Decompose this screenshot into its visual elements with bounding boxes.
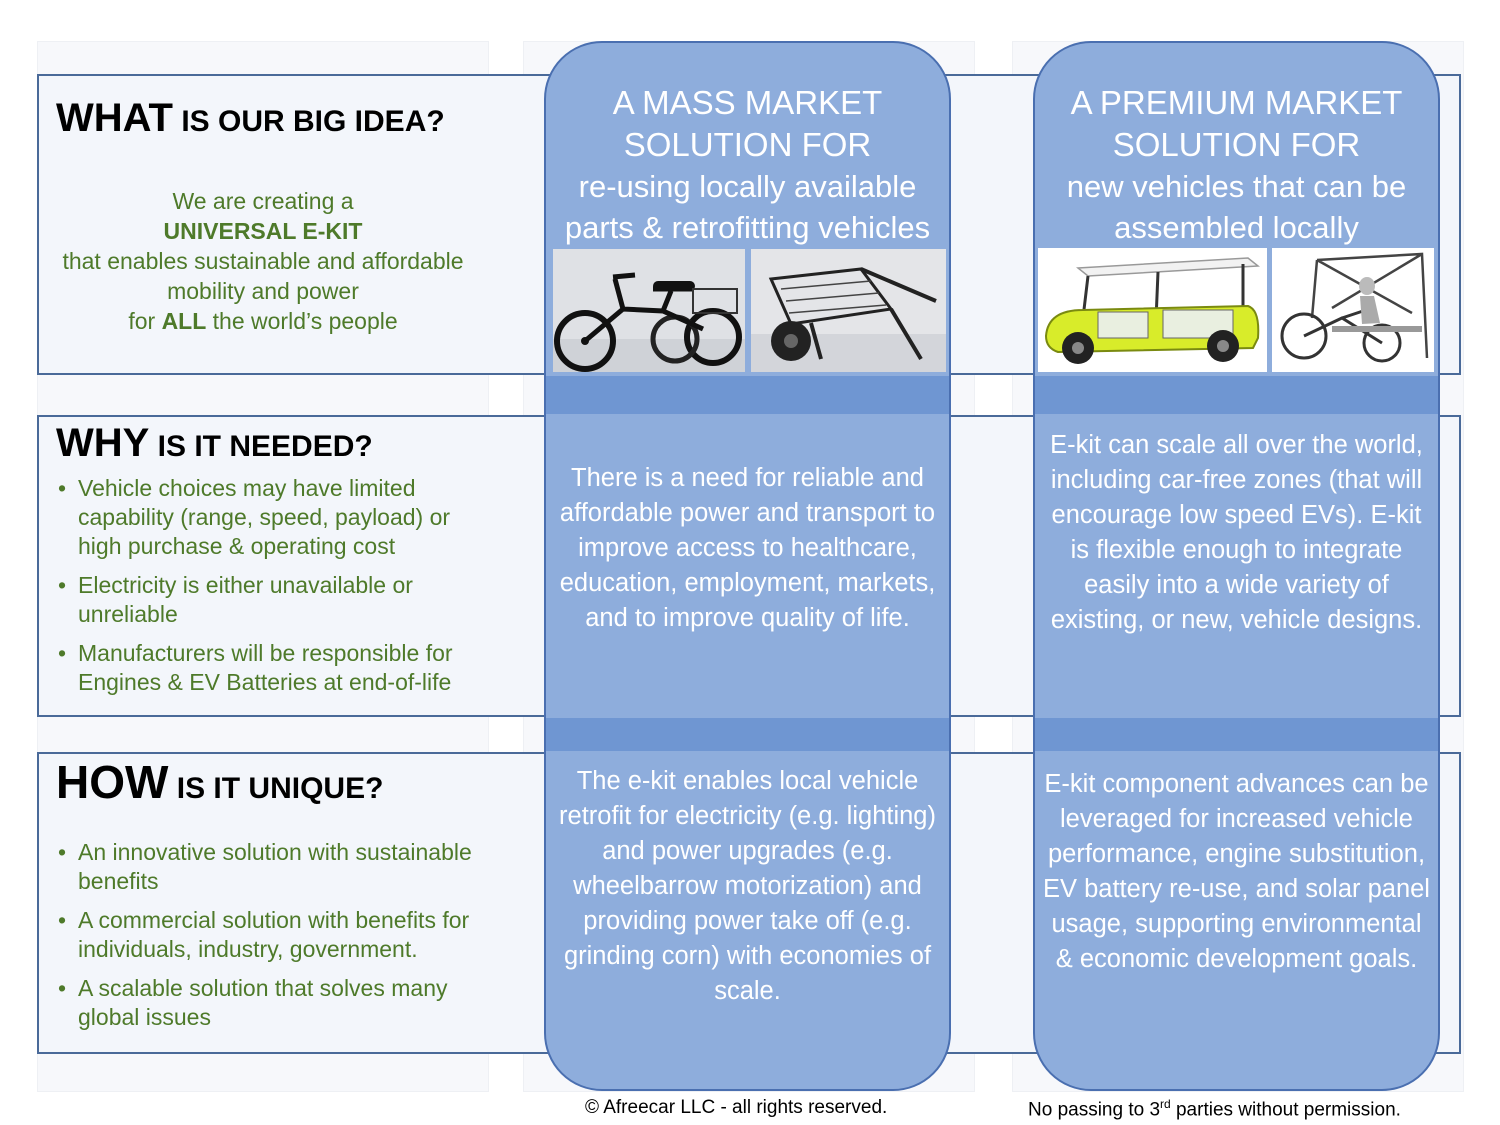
big-idea-line-1: We are creating a [172, 188, 354, 214]
electric-vehicle-image [1038, 248, 1267, 372]
wheelbarrow-image [751, 249, 946, 372]
why-heading [56, 421, 373, 466]
big-idea-line-4: mobility and power [167, 278, 359, 304]
big-idea-description [40, 186, 486, 336]
why-heading-big: WHY [56, 421, 150, 465]
mass-market-subtitle-1: re-using locally available [578, 169, 917, 204]
why-heading-rest: IS IT NEEDED? [149, 430, 373, 463]
why-bullet: • Manufacturers will be responsible for Engines & EV Batteries at end-of-life [56, 639, 488, 697]
mass-column-gap-1 [546, 376, 949, 414]
mass-how-text: The e-kit enables local vehicle retrofit for electricity (e.g. lighting) and power upgrades (e.g. wheelbarrow motorization) and providing power take off (e.g. grinding corn) with economies of scale. [559, 767, 936, 1005]
premium-column-gap-2 [1035, 718, 1438, 751]
what-heading-rest: IS OUR BIG IDEA? [173, 105, 445, 138]
premium-market-header [1035, 82, 1438, 248]
wheelbarrow-photo [751, 249, 946, 372]
premium-market-title-2: SOLUTION FOR [1112, 126, 1361, 163]
premium-why-text: E-kit can scale all over the world, including car-free zones (that will encourage low speed EVs). E-kit is flexible enough to integrate easily into a wide variety of existing, or new, vehicle designs. [1050, 431, 1423, 634]
big-idea-line-3: that enables sustainable and affordable [62, 248, 464, 274]
why-bullet: • Vehicle choices may have limited capability (range, speed, payload) or high purchase & operating cost [56, 474, 488, 561]
how-bullet-list [56, 838, 488, 1042]
how-heading [56, 755, 383, 809]
how-bullet: • A commercial solution with benefits for individuals, industry, government. [56, 906, 488, 964]
what-heading [56, 96, 445, 141]
mass-market-title-1: A MASS MARKET [612, 84, 883, 121]
electric-vehicle-photo [1038, 248, 1267, 372]
big-idea-line-5: for ALL the world’s people [128, 308, 398, 334]
how-heading-big: HOW [56, 756, 169, 808]
how-bullet: • An innovative solution with sustainable benefits [56, 838, 488, 896]
premium-market-subtitle-1: new vehicles that can be [1066, 169, 1407, 204]
premium-how-text: E-kit component advances can be leveraged for increased vehicle performance, engine substitution, EV battery re-use, and solar panel usage, supporting environmental & economic development goals. [1043, 770, 1430, 973]
premium-market-title-1: A PREMIUM MARKET [1070, 84, 1403, 121]
mass-market-title-2: SOLUTION FOR [623, 126, 872, 163]
how-bullet: • A scalable solution that solves many global issues [56, 974, 488, 1032]
why-bullet-list [56, 474, 488, 707]
all-label: ALL [161, 308, 207, 334]
premium-market-subtitle-2: assembled locally [1114, 210, 1359, 245]
mass-why-text: There is a need for reliable and affordable power and transport to improve access to healthcare, education, employment, markets, and to improve quality of life. [559, 464, 936, 632]
tricycle-frame-render-image [1272, 248, 1434, 372]
why-bullet: • Electricity is either unavailable or unreliable [56, 571, 488, 629]
tricycle-photo [553, 249, 745, 372]
mass-market-header [546, 82, 949, 248]
universal-ekit-label: UNIVERSAL E-KIT [163, 218, 363, 244]
premium-column-gap-1 [1035, 376, 1438, 414]
what-heading-big: WHAT [56, 96, 173, 140]
big-idea-line-2 [40, 216, 486, 246]
distribution-notice: No passing to 3rd parties without permission. [1028, 1097, 1401, 1121]
tricycle-image [553, 249, 745, 372]
tricycle-frame-render-photo [1272, 248, 1434, 372]
mass-column-gap-2 [546, 718, 949, 751]
how-heading-rest: IS IT UNIQUE? [168, 772, 384, 805]
copyright-notice: © Afreecar LLC - all rights reserved. [585, 1097, 888, 1118]
mass-market-subtitle-2: parts & retrofitting vehicles [564, 210, 931, 245]
